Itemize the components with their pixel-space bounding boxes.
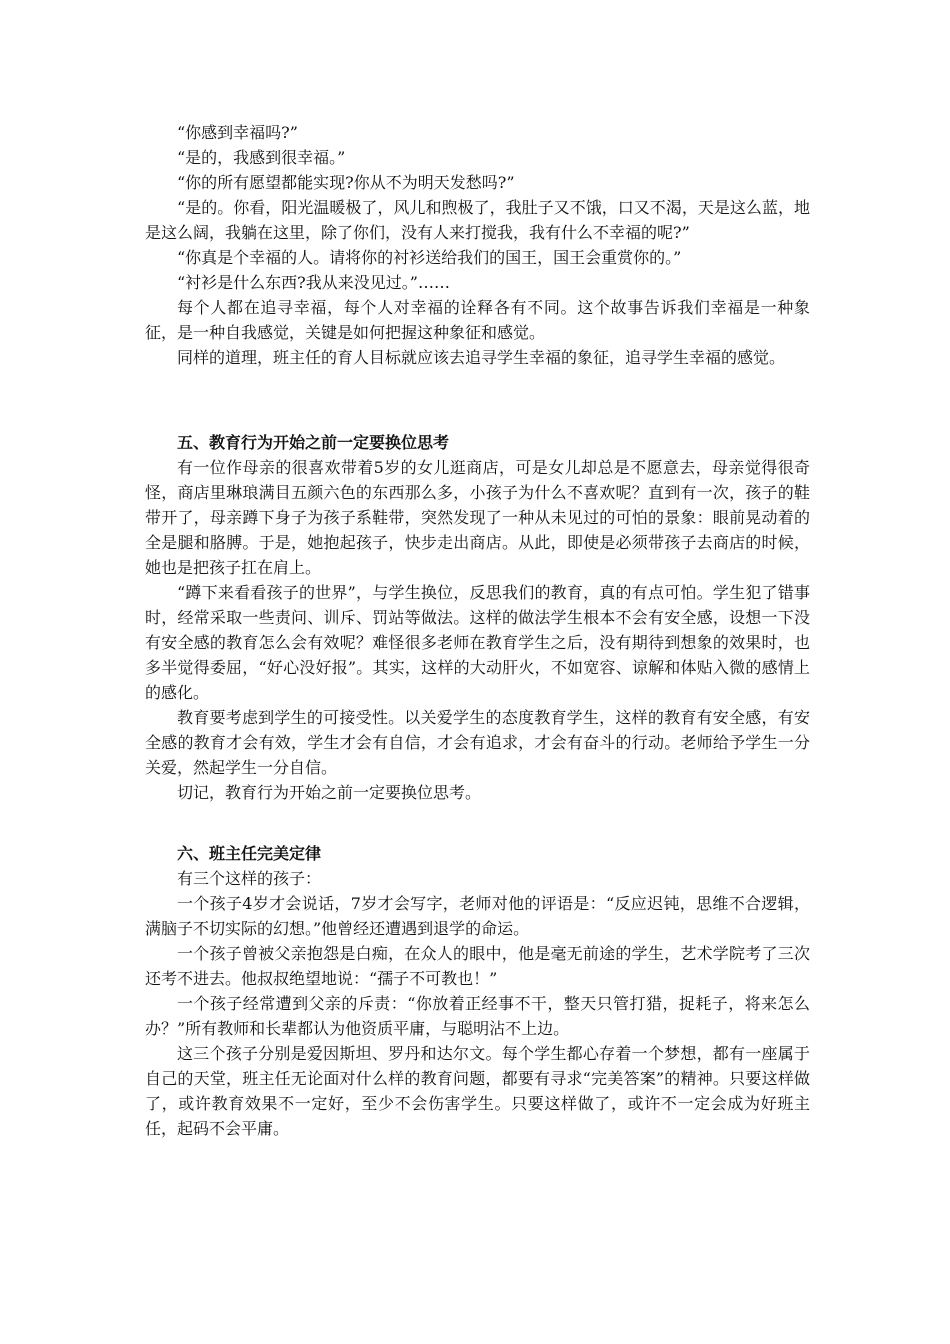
section5-paragraph: 切记，教育行为开始之前一定要换位思考。 bbox=[177, 783, 482, 802]
dialogue-line: “是的。你看，阳光温暖极了，风儿和煦极了，我肚子又不饿，口又不渴，天是这么蓝，地是这么阔，我躺在这里，除了你们，没有人来打搅我，我有什么不幸福的呢?” bbox=[145, 198, 810, 242]
section5-paragraph: “蹲下来看看孩子的世界”，与学生换位，反思我们的教育，真的有点可怕。学生犯了错事时，经常采取一些责问、训斥、罚站等做法。这样的做法学生根本不会有安全感，设想一下没有安全感的教育怎么会有效呢？难怪很多老师在教育学生之后，没有期待到想象的效果时，也多半觉得委屈，“好心没好报”。其实，这样的大动肝火，不如宽容、谅解和体贴入微的感情上的感化。 bbox=[145, 583, 810, 702]
section6-paragraph: 这三个孩子分别是爱因斯坦、罗丹和达尔文。每个学生都心存着一个梦想，都有一座属于自己的天堂，班主任无论面对什么样的教育问题，都要有寻求“完美答案”的精神。只要这样做了，或许教育效果不一定好，至少不会伤害学生。只要这样做了，或许不一定会成为好班主任，起码不会平庸。 bbox=[145, 1044, 810, 1138]
section-heading-5: 五、教育行为开始之前一定要换位思考 bbox=[177, 433, 450, 452]
story-conclusion-paragraph: 同样的道理，班主任的育人目标就应该去追寻学生幸福的象征，追寻学生幸福的感觉。 bbox=[177, 348, 786, 367]
section6-paragraph: 一个孩子经常遭到父亲的斥责：“你放着正经事不干，整天只管打猎，捉耗子，将来怎么办？”所有教师和长辈都认为他资质平庸，与聪明沾不上边。 bbox=[145, 994, 810, 1038]
story-moral-paragraph: 每个人都在追寻幸福，每个人对幸福的诠释各有不同。这个故事告诉我们幸福是一种象征，是一种自我感觉，关键是如何把握这种象征和感觉。 bbox=[145, 298, 810, 342]
dialogue-line: “你感到幸福吗?” bbox=[177, 123, 298, 142]
dialogue-line: “衬衫是什么东西?我从来没见过。”…… bbox=[177, 273, 450, 292]
dialogue-line: “你真是个幸福的人。请将你的衬衫送给我们的国王，国王会重赏你的。” bbox=[177, 248, 682, 267]
section5-paragraph: 教育要考虑到学生的可接受性。以关爱学生的态度教育学生，这样的教育有安全感，有安全感的教育才会有效，学生才会有自信，才会有追求，才会有奋斗的行动。老师给予学生一分关爱，然起学生一分自信。 bbox=[145, 708, 810, 777]
section-heading-6: 六、班主任完美定律 bbox=[177, 844, 322, 863]
spacer bbox=[145, 370, 810, 430]
dialogue-line: “是的，我感到很幸福。” bbox=[177, 148, 346, 167]
document-page bbox=[145, 120, 810, 1141]
section6-paragraph: 有三个这样的孩子： bbox=[177, 869, 322, 888]
section6-paragraph: 一个孩子曾被父亲抱怨是白痴，在众人的眼中，他是毫无前途的学生，艺术学院考了三次还考不进去。他叔叔绝望地说：“孺子不可教也！” bbox=[145, 944, 810, 988]
section5-paragraph: 有一位作母亲的很喜欢带着5岁的女儿逛商店，可是女儿却总是不愿意去，母亲觉得很奇怪，商店里琳琅满目五颜六色的东西那么多，小孩子为什么不喜欢呢？直到有一次，孩子的鞋带开了，母亲蹲下身子为孩子系鞋带，突然发现了一种从未见过的可怕的景象：眼前晃动着的全是腿和胳膊。于是，她抱起孩子，快步走出商店。从此，即使是必须带孩子去商店的时候，她也是把孩子扛在肩上。 bbox=[145, 458, 810, 577]
section6-paragraph: 一个孩子4岁才会说话，7岁才会写字，老师对他的评语是：“反应迟钝，思维不合逻辑，满脑子不切实际的幻想。”他曾经还遭遇到退学的命运。 bbox=[145, 894, 810, 938]
spacer bbox=[145, 805, 810, 841]
dialogue-line: “你的所有愿望都能实现?你从不为明天发愁吗?” bbox=[177, 173, 515, 192]
